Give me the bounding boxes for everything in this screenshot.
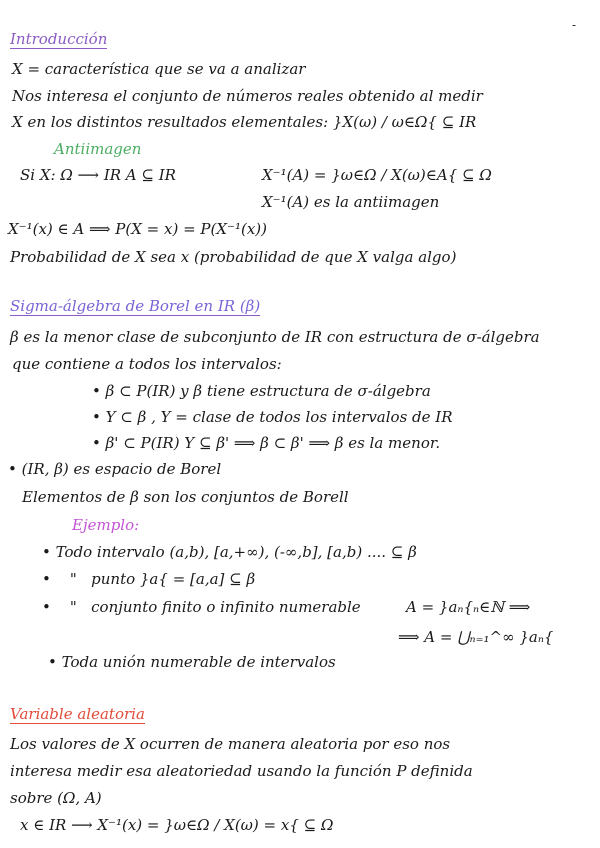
sigma-line-2: que contiene a todos los intervalos: (12, 355, 282, 373)
sigma-bullet-2-text: Y ⊂ β , Y = clase de todos los intervalos de IR (105, 408, 453, 426)
ejemplo-line-4: • Toda unión numerable de intervalos (48, 653, 336, 671)
intro-si-line: Si X: Ω ⟶ IR A ⊆ IR (20, 166, 176, 184)
sigma-bullet-1-text: β ⊂ P(IR) y β tiene estructura de σ-álgebra (105, 382, 431, 400)
ejemplo-line-3-text: conjunto finito o infinito numerable (91, 598, 361, 616)
heading-antiimagen: Antiimagen (54, 140, 142, 158)
intro-prob-line: X⁻¹(x) ∈ A ⟹ P(X = x) = P(X⁻¹(x)) (8, 220, 267, 238)
ditto-mark-2: " (69, 570, 77, 588)
ejemplo-line-3: • " conjunto finito o infinito numerable (42, 598, 361, 616)
sigma-bullet-3-text: β' ⊂ P(IR) Y ⊆ β' ⟹ β ⊂ β' ⟹ β es la menor. (105, 434, 441, 452)
borel-elements-line: Elementos de β son los conjuntos de Borell (22, 488, 349, 506)
variable-line-4: x ∈ IR ⟶ X⁻¹(x) = }ω∈Ω / X(ω) = x{ ⊆ Ω (20, 816, 334, 834)
ejemplo-line-3-right: A = }aₙ{ₙ∈ℕ ⟹ (406, 598, 531, 616)
borel-space-line: • (IR, β) es espacio de Borel (8, 460, 222, 478)
heading-sigma-algebra: Sigma-álgebra de Borel en IR (β) (10, 297, 261, 315)
ejemplo-line-3-right2: ⟹ A = ⋃ₙ₌₁^∞ }aₙ{ (398, 628, 554, 646)
intro-def-caption: X⁻¹(A) es la antiimagen (262, 193, 440, 211)
intro-def-line: X⁻¹(A) = }ω∈Ω / X(ω)∈A{ ⊆ Ω (262, 166, 492, 184)
ejemplo-line-2: • " punto }a{ = [a,a] ⊆ β (42, 570, 256, 588)
intro-line-3: X en los distintos resultados elementales: }X(ω) / ω∈Ω{ ⊆ IR (12, 113, 477, 131)
ejemplo-line-4-text: Toda unión numerable de intervalos (61, 653, 336, 671)
corner-mark: - (571, 18, 576, 32)
variable-line-3: sobre (Ω, A) (10, 789, 102, 807)
intro-line-2: Nos interesa el conjunto de números reales obtenido al medir (12, 87, 483, 105)
variable-line-1: Los valores de X ocurren de manera aleatoria por eso nos (10, 735, 451, 753)
ditto-mark-3: " (69, 598, 77, 616)
ejemplo-line-1: • Todo intervalo (a,b), [a,+∞), (-∞,b], [a,b) .... ⊆ β (42, 543, 417, 561)
heading-variable-aleatoria: Variable aleatoria (10, 705, 145, 723)
sigma-line-1: β es la menor clase de subconjunto de IR con estructura de σ-álgebra (10, 328, 540, 346)
sigma-bullet-3: • β' ⊂ P(IR) Y ⊆ β' ⟹ β ⊂ β' ⟹ β es la menor. (92, 434, 441, 452)
intro-line-1: X = característica que se va a analizar (12, 60, 306, 78)
intro-prob-caption: Probabilidad de X sea x (probabilidad de que X valga algo) (10, 248, 457, 266)
borel-space-text: (IR, β) es espacio de Borel (21, 460, 222, 478)
heading-introduccion: Introducción (10, 30, 108, 48)
sigma-bullet-2: • Y ⊂ β , Y = clase de todos los intervalos de IR (92, 408, 453, 426)
ejemplo-line-2-text: punto }a{ = [a,a] ⊆ β (91, 570, 256, 588)
variable-line-2: interesa medir esa aleatoriedad usando la función P definida (10, 762, 473, 780)
ejemplo-line-1-text: Todo intervalo (a,b), [a,+∞), (-∞,b], [a,b) .... ⊆ β (55, 543, 417, 561)
sigma-bullet-1: • β ⊂ P(IR) y β tiene estructura de σ-álgebra (92, 382, 431, 400)
heading-ejemplo: Ejemplo: (72, 516, 140, 534)
